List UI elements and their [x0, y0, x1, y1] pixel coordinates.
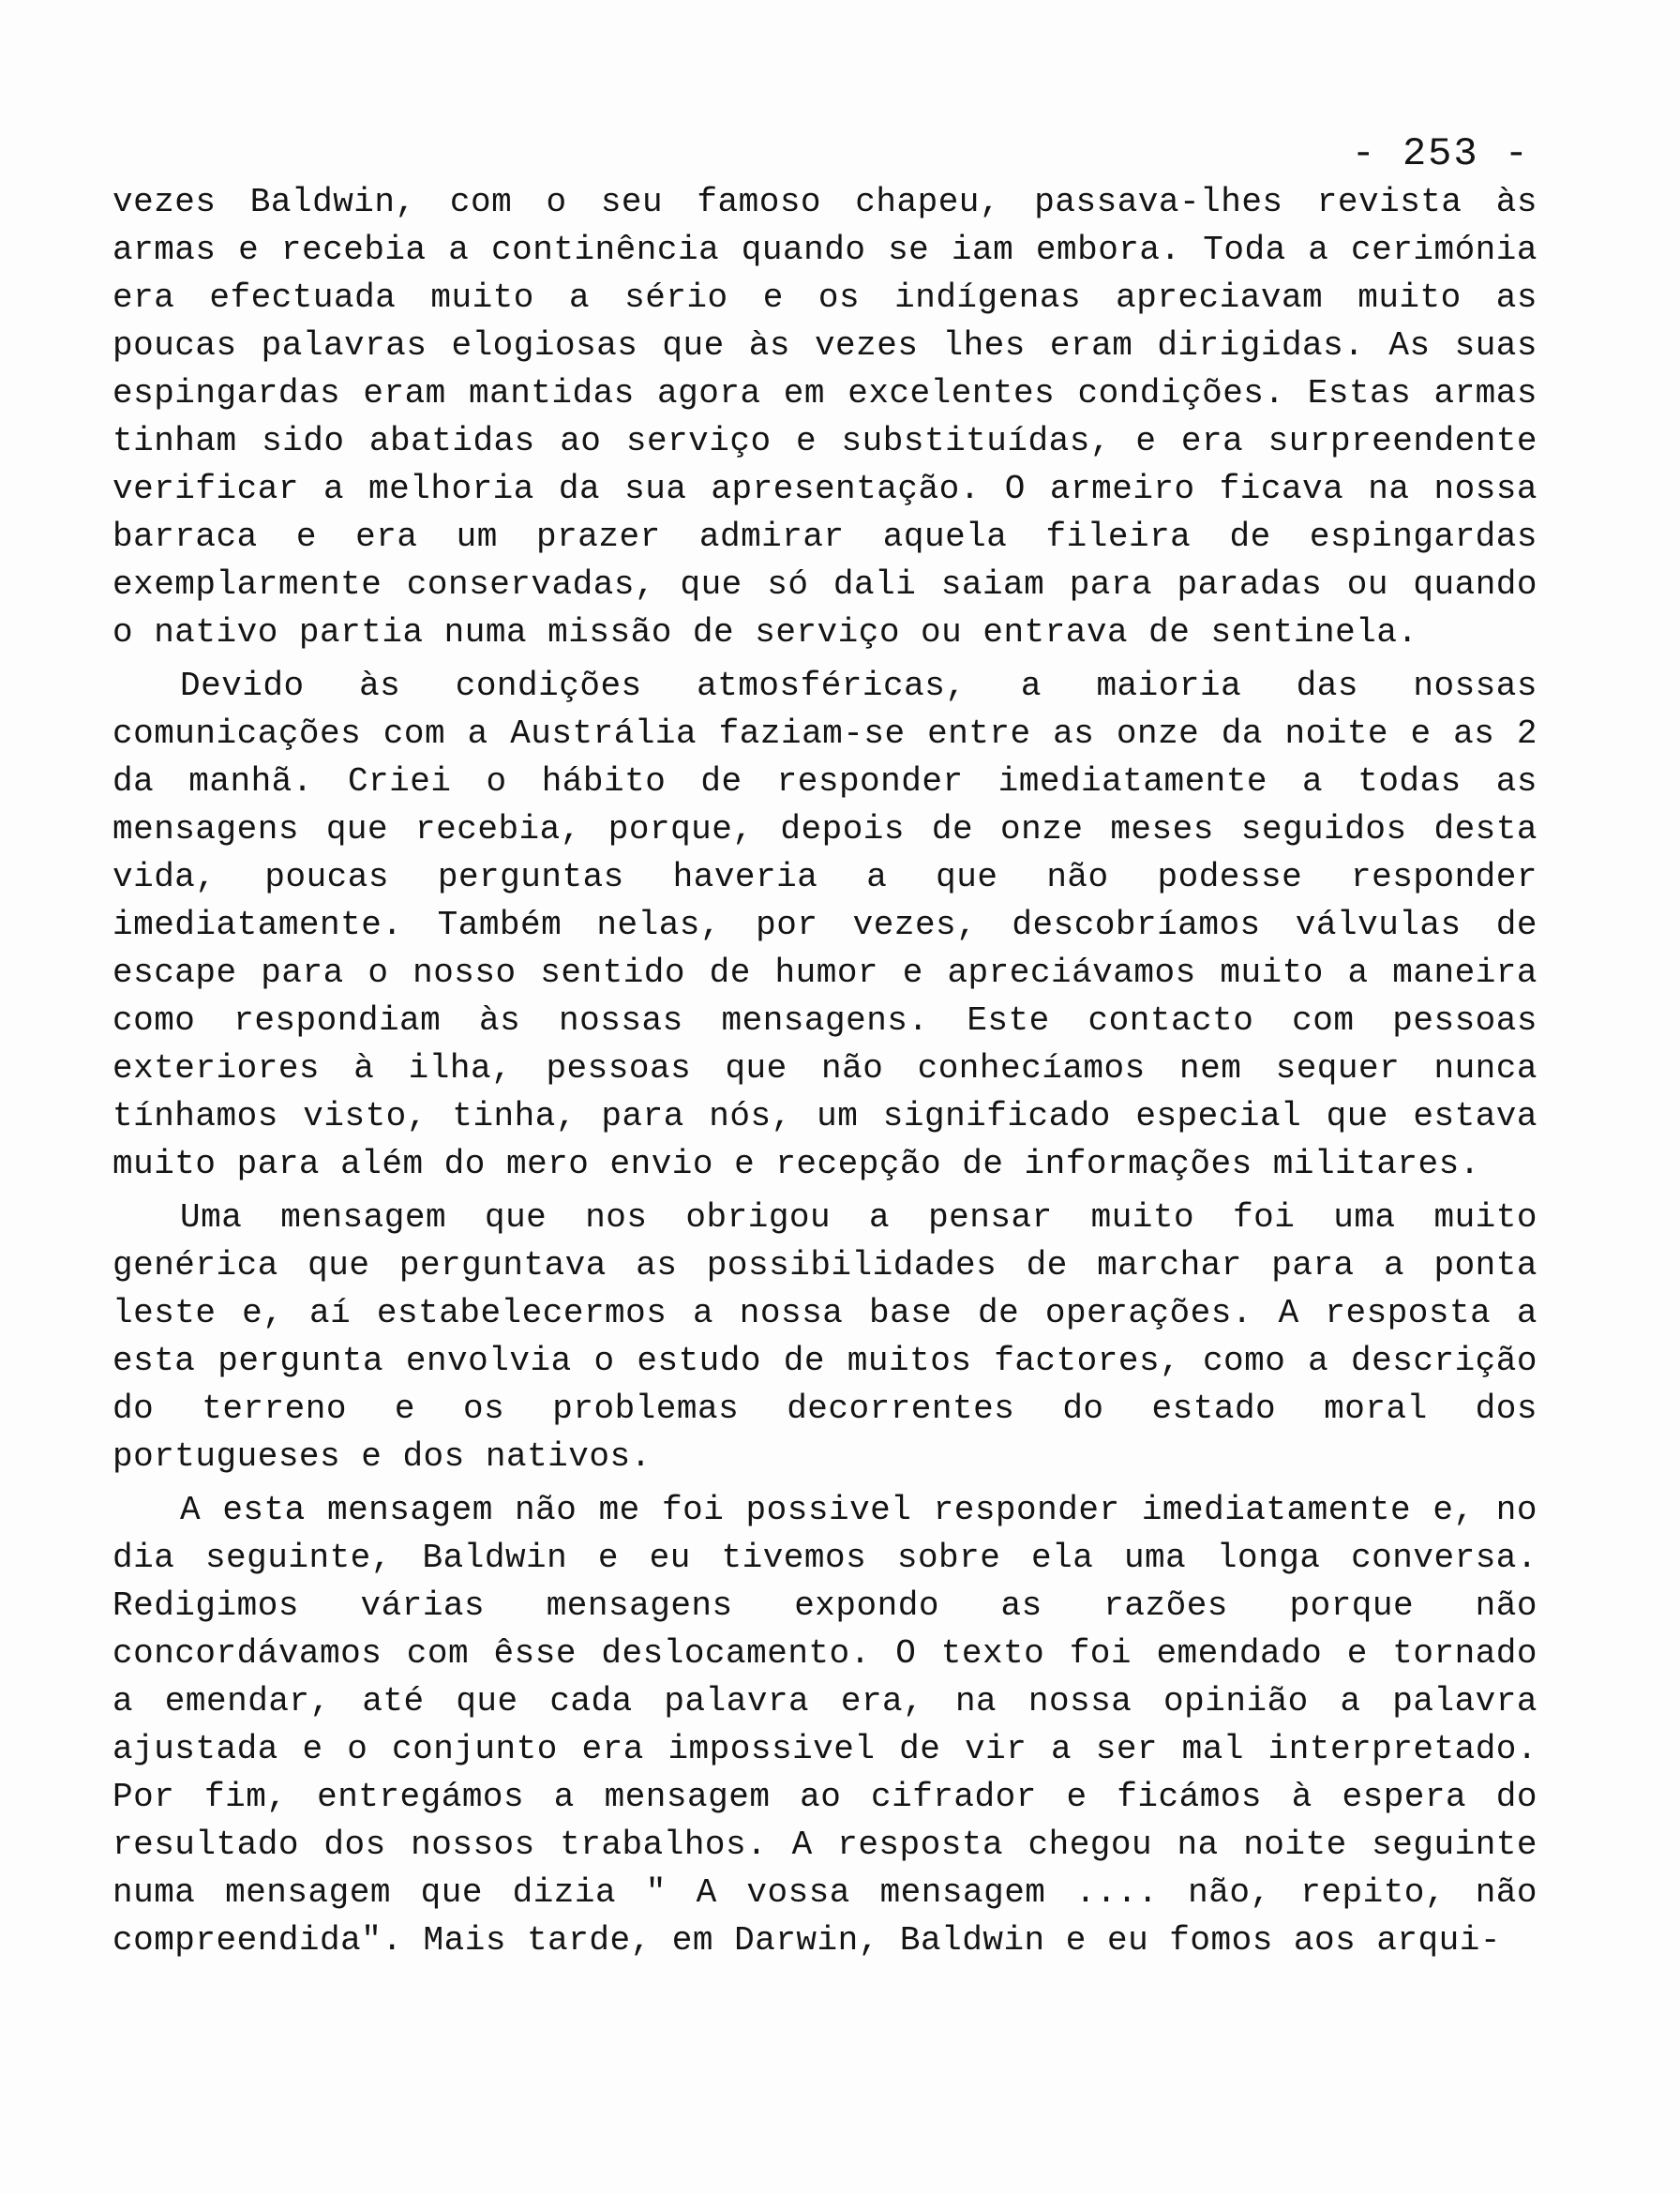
- body-text: [112, 178, 1538, 1970]
- paragraph-continued: vezes Baldwin, com o seu famoso chapeu, passava-lhes revista às armas e recebia a continência quando se iam embora. Toda a cerimónia era efectuada muito a sério e os indígenas apreciavam muito as poucas palavras elogiosas que às vezes lhes eram dirigidas. As suas espingardas eram mantidas agora em excelentes condições. Estas armas tinham sido abatidas ao serviço e substituídas, e era surpreendente verificar a melhoria da sua apresentação. O armeiro ficava na nossa barraca e era um prazer admirar aquela fileira de espingardas exemplarmente conservadas, que só dali saiam para paradas ou quando o nativo partia numa missão de serviço ou entrava de sentinela.: [112, 183, 1538, 652]
- paragraph-communications: Devido às condições atmosféricas, a maioria das nossas comunicações com a Austrália faziam-se entre as onze da noite e as 2 da manhã. Criei o hábito de responder imediatamente a todas as mensagens que recebia, porque, depois de onze meses seguidos desta vida, poucas perguntas haveria a que não podesse responder imediatamente. Também nelas, por vezes, descobríamos válvulas de escape para o nosso sentido de humor e apreciávamos muito a maneira como respondiam às nossas mensagens. Este contacto com pessoas exteriores à ilha, pessoas que não conhecíamos nem sequer nunca tínhamos visto, tinha, para nós, um significado especial que estava muito para além do mero envio e recepção de informações militares.: [112, 667, 1538, 1183]
- page-number: - 253 -: [1351, 131, 1530, 176]
- paragraph-message-question: Uma mensagem que nos obrigou a pensar muito foi uma muito genérica que perguntava as possibilidades de marchar para a ponta leste e, aí estabelecermos a nossa base de operações. A resposta a esta pergunta envolvia o estudo de muitos factores, como a descrição do terreno e os problemas decorrentes do estado moral dos portugueses e dos nativos.: [112, 1198, 1538, 1476]
- paragraph-message-reply: A esta mensagem não me foi possivel responder imediatamente e, no dia seguinte, Baldwin e eu tivemos sobre ela uma longa conversa. Redigimos várias mensagens expondo as razões porque não concordávamos com êsse deslocamento. O texto foi emendado e tornado a emendar, até que cada palavra era, na nossa opinião a palavra ajustada e o conjunto era impossivel de vir a ser mal interpretado. Por fim, entregámos a mensagem ao cifrador e ficámos à espera do resultado dos nossos trabalhos. A resposta chegou na noite seguinte numa mensagem que dizia " A vossa mensagem .... não, repito, não compreendida". Mais tarde, em Darwin, Baldwin e eu fomos aos arqui-: [112, 1491, 1538, 1960]
